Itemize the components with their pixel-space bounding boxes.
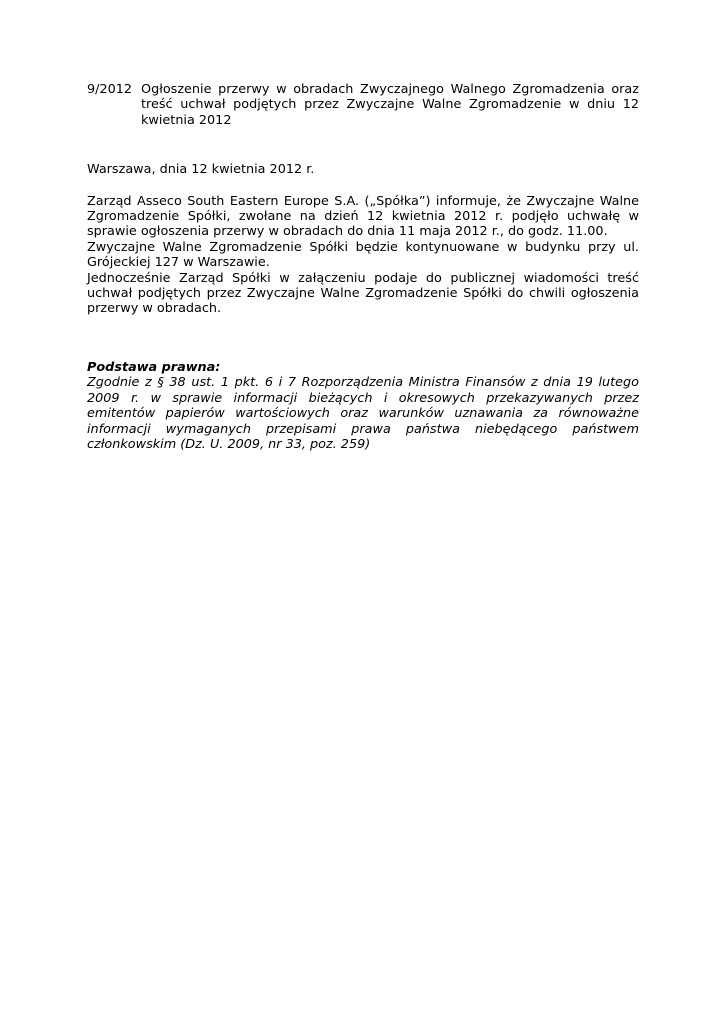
body-paragraph-2: Zwyczajne Walne Zgromadzenie Spółki będzie kontynuowane w budynku przy ul. Grójeckiej 127 w Warszawie. xyxy=(87,239,639,271)
legal-basis-text: Zgodnie z § 38 ust. 1 pkt. 6 i 7 Rozporządzenia Ministra Finansów z dnia 19 lutego 2009 r. w sprawie informacji bieżących i okresowych przekazywanych przez emitentów papierów wartościowych oraz warunków uznawania za równoważne informacji wymaganych przepisami prawa państwa niebędącego państwem członkowskim (Dz. U. 2009, nr 33, poz. 259) xyxy=(87,375,639,452)
document-page xyxy=(87,82,639,452)
announcement-body xyxy=(87,194,639,317)
date-line: Warszawa, dnia 12 kwietnia 2012 r. xyxy=(87,162,315,178)
body-paragraph-1: Zarząd Asseco South Eastern Europe S.A. („Spółka”) informuje, że Zwyczajne Walne Zgromadzenie Spółki, zwołane na dzień 12 kwietnia 2012 r. podjęło uchwałę w sprawie ogłoszenia przerwy w obradach do dnia 11 maja 2012 r., do godz. 11.00. xyxy=(87,193,639,240)
report-number: 9/2012 xyxy=(87,82,133,97)
legal-basis-section xyxy=(87,360,639,452)
report-title: Ogłoszenie przerwy w obradach Zwyczajnego Walnego Zgromadzenia oraz treść uchwał podjętych przez Zwyczajne Walne Zgromadzenie w dniu 12 kwietnia 2012 xyxy=(141,82,639,128)
legal-basis-heading: Podstawa prawna: xyxy=(87,359,221,375)
report-header xyxy=(87,82,639,128)
body-paragraph-3: Jednocześnie Zarząd Spółki w załączeniu podaje do publicznej wiadomości treść uchwał podjętych przez Zwyczajne Walne Zgromadzenie Spółki do chwili ogłoszenia przerwy w obradach. xyxy=(87,270,639,317)
